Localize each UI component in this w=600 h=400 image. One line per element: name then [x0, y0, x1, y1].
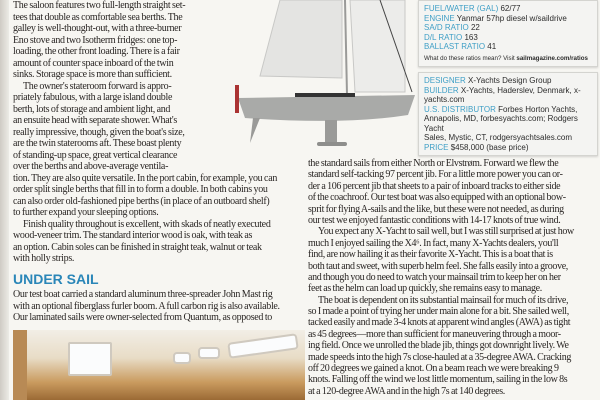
- text-line: off 20 degrees we gained a knot. On a beam reach we were breaking 9: [308, 363, 559, 375]
- text-line: made speeds into the high 7s close-hauled at a 35-degree AWA. Cracking: [308, 351, 571, 363]
- text-line: standard self-tacking 97 percent jib. For a little more power you can or-: [308, 169, 563, 181]
- bulkhead: [13, 330, 27, 400]
- text-line: tees that double as comfortable sea berths. The: [13, 11, 183, 23]
- text-line: Our test boat carried a standard aluminum three-spreader John Mast rig: [13, 289, 273, 300]
- portlight: [198, 347, 220, 359]
- mast: [345, 0, 347, 95]
- under-sail-text: [13, 289, 280, 324]
- text-line: so I made a point of trying her under main alone for a bit. She sailed well,: [308, 306, 569, 318]
- text-line: Eno stove and two Isotherm fridges: one top-: [13, 34, 178, 46]
- text-line: to further expand your sleeping options.: [13, 207, 159, 218]
- text-line: with holly strips.: [13, 253, 75, 264]
- text-line: over the berths and above-average ventila-: [13, 161, 169, 172]
- text-line: an option. Cabin soles can be finished in straight teak, walnut or teak: [13, 241, 262, 253]
- text-line: are the twin staterooms aft. These boast plenty: [13, 138, 182, 149]
- text-line: ing field. Once we unrolled the blade jib, things got downright lively. We: [308, 340, 569, 352]
- text-line: berth, lots of storage and ambient light, and: [13, 103, 171, 115]
- specs-box: [418, 0, 598, 67]
- text-line: The boat is dependent on its substantial mainsail for much of its drive,: [318, 294, 569, 306]
- text-line: der a 106 percent jib that sheets to a pair of inboard tracks to either side: [308, 180, 561, 192]
- text-line: with an optional fiberglass furler boom. A full carbon rig is also available.: [13, 300, 280, 312]
- text-line: our test we enjoyed fantastic conditions with 14-17 knots of true wind.: [308, 214, 561, 226]
- left-column: [13, 0, 277, 265]
- text-line: of the coachroof. Our test boat was also equipped with an optional bow-: [308, 192, 566, 204]
- text-line: find, are now hailing it as their favorite X-Yacht. This is a boat that is: [308, 249, 553, 261]
- text-line: order split single berths that fill in to form a double. In both cabins you: [13, 184, 268, 195]
- text-line: Finish quality throughout is excellent, with skads of neatly executed: [23, 218, 271, 230]
- ratios-note: What do these ratios mean? Visit sailmagazine.com/ratios: [424, 54, 588, 62]
- text-line: sinks. Storage space is more than sufficient.: [13, 69, 172, 80]
- portlight: [173, 352, 191, 364]
- page-gutter: [0, 0, 9, 400]
- spec-row: SA/D RATIO 22: [424, 23, 480, 32]
- text-line: The saloon features two full-length straight set-: [13, 0, 186, 11]
- text-line: Our laminated sails were owner-selected from Quantum, as opposed to: [13, 312, 273, 323]
- text-line: The owner's stateroom forward is appro-: [23, 80, 172, 92]
- coachroof-windows: [295, 93, 355, 97]
- text-line: priately fabulous, with a large island double: [13, 92, 173, 103]
- text-line: tacked easily and made 3-4 knots at apparent wind angles (AWA) as tight: [308, 317, 571, 329]
- text-line: You expect any X-Yacht to sail well, but I was still surprised at just how: [318, 226, 574, 238]
- text-line: as 45 degrees—more than sufficient for maneuvering through a moor-: [308, 328, 561, 340]
- builder-box: DESIGNER X-Yachts Design Group BUILDER X-Yachts, Haderslev, Denmark, x-yachts.com U.S. DISTRIBUTOR Forbes Horton Yachts, Annapolis, MD, forbesyachts.com; Rodgers Yacht Sales, Mystic, CT, rodgersyachtsales.com PRICE $458,000 (base price): [418, 72, 598, 156]
- section-heading: UNDER SAIL: [13, 271, 99, 287]
- text-line: both taut and sweet, with superb helm feel. She falls easily into a groove,: [308, 260, 568, 272]
- text-line: amount of counter space inboard of the twin: [13, 57, 174, 69]
- keel: [325, 120, 337, 142]
- portlight: [227, 333, 299, 359]
- spec-row: ENGINE Yanmar 57hp diesel w/saildrive: [424, 13, 567, 23]
- interior-photo: [13, 330, 305, 400]
- text-line: an ensuite head with separate shower. What's: [13, 115, 177, 126]
- hatch: [68, 342, 112, 376]
- text-line: can also order old-fashioned pipe berths (in place of an outboard shelf): [13, 195, 270, 207]
- spec-row: FUEL/WATER (GAL) 62/77: [424, 4, 521, 13]
- text-line: really impressive, though, given the boat's size,: [13, 126, 185, 138]
- text-line: wood-veneer trim. The standard interior wood is oak, with teak as: [13, 230, 253, 241]
- keel-bulb: [317, 142, 347, 146]
- jib: [350, 0, 405, 92]
- text-line: loading, the other front loading. There is a fair: [13, 46, 180, 57]
- ratios-link[interactable]: sailmagazine.com/ratios: [516, 54, 588, 62]
- spec-row: D/L RATIO 163: [424, 32, 478, 42]
- text-line: the standard sails from either North or Elvstrøm. Forward we flew the: [308, 158, 559, 169]
- text-line: at a 120-degree AWA and in the high 7s at 140 degrees.: [308, 385, 505, 397]
- spec-row: BALLAST RATIO 41: [424, 42, 497, 51]
- text-line: sprit for flying A-sails and the like, but these were not needed, as during: [308, 203, 564, 215]
- right-column: [308, 158, 574, 397]
- text-line: tion. They are also quite versatile. In the port cabin, for example, you can: [13, 172, 278, 184]
- text-line: of standing-up space, great vertical clearance: [13, 149, 178, 161]
- text-line: and though you do need to watch your mainsail trim to keep her on her: [308, 271, 561, 283]
- text-line: galley is well-thought-out, with a three-burner: [13, 23, 182, 34]
- text-line: much I enjoyed sailing the X4⁶. In fact, many X-Yachts dealers, you'll: [308, 237, 559, 249]
- text-line: feet as the helm can load up quickly, she remains easy to manage.: [308, 283, 542, 295]
- text-line: knots. Falling off the wind we lost little momentum, sailing in the low 8s: [308, 374, 568, 386]
